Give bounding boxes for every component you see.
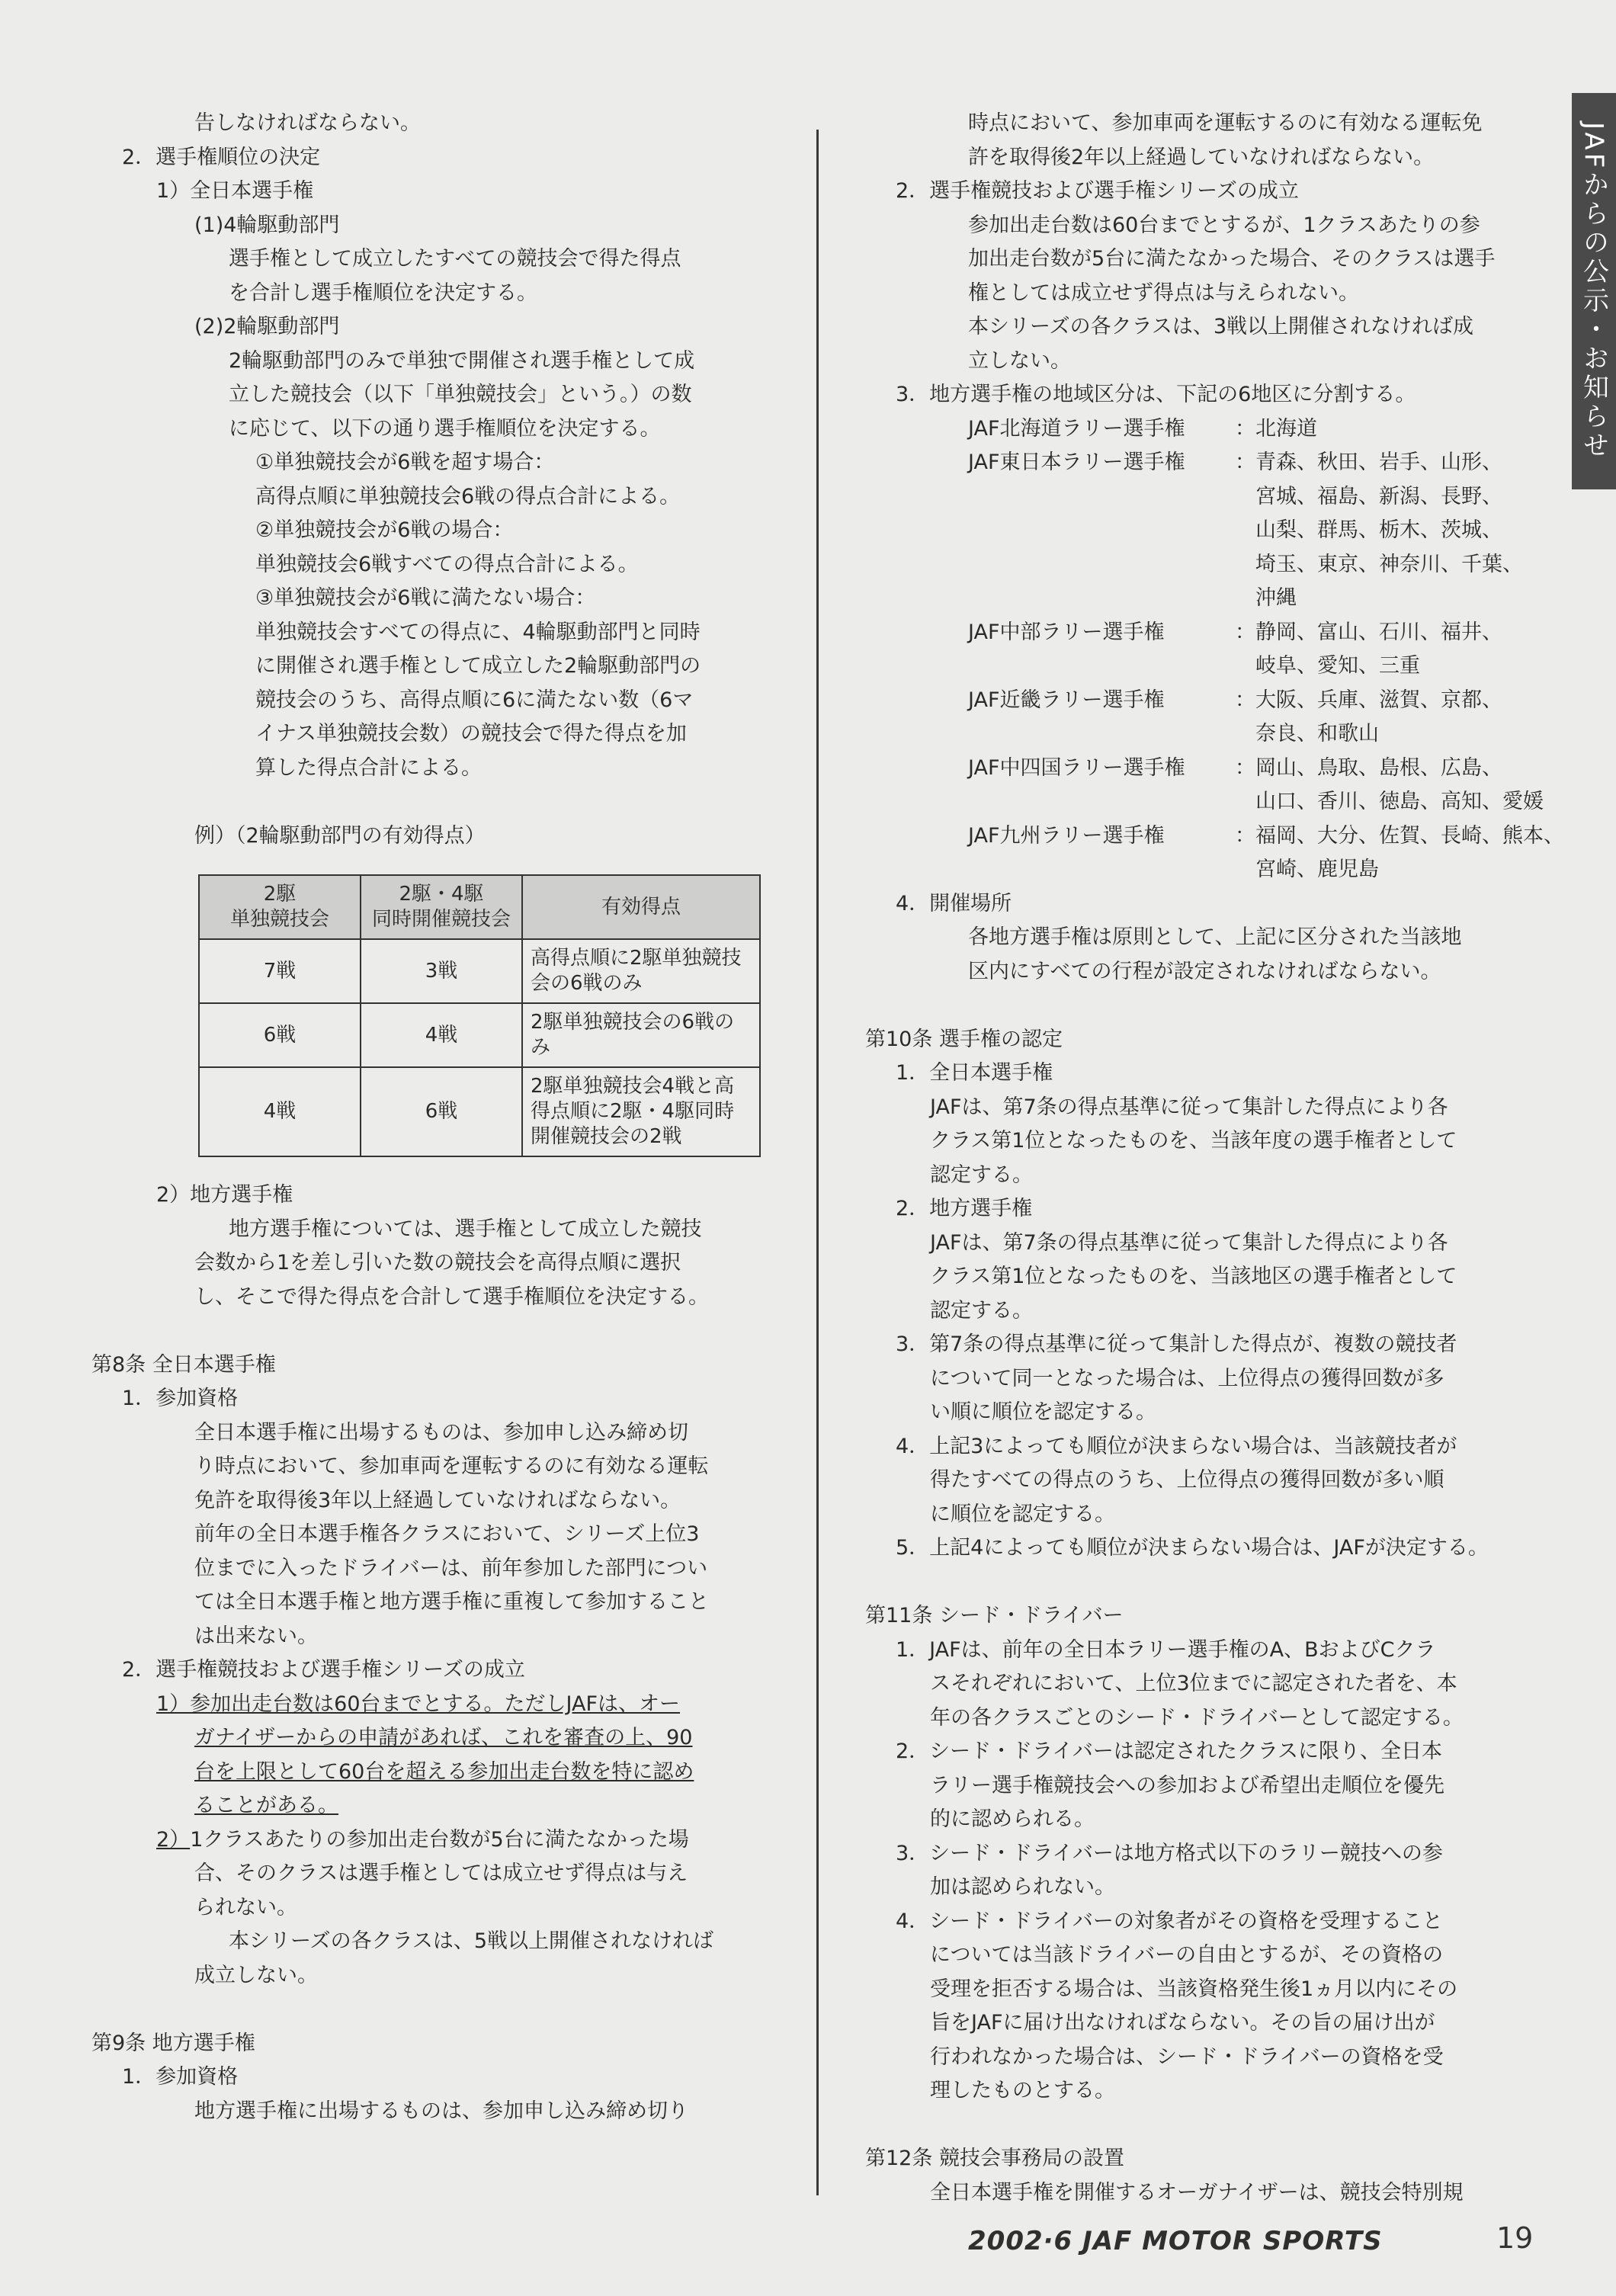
table-header: 有効得点 <box>522 875 760 939</box>
prefecture-line: 沖縄 <box>1235 586 1297 610</box>
text-line: 合、そのクラスは選手権としては成立せず得点は与え <box>194 1861 688 1885</box>
text-line: 位までに入ったドライバーは、前年参加した部門につい <box>194 1556 708 1580</box>
region-name: JAF中四国ラリー選手権 <box>968 755 1185 780</box>
region-prefectures <box>1235 752 1544 819</box>
text-line: 得たすべての得点のうち、上位得点の獲得回数が多い順 <box>930 1468 1444 1492</box>
heading-item: 1．参加資格 <box>122 2065 239 2089</box>
text-line: JAFは、第7条の得点基準に従って集計した得点により各 <box>930 1095 1448 1119</box>
text-line: 許を取得後2年以上経過していなければならない。 <box>968 145 1435 169</box>
text-line: 3．第7条の得点基準に従って集計した得点が、複数の競技者 <box>896 1332 1457 1356</box>
article-heading: 第11条 シード・ドライバー <box>865 1604 1124 1627</box>
text-line: 的に認められる。 <box>930 1807 1095 1831</box>
prefecture-line: 奈良、和歌山 <box>1235 722 1379 746</box>
text-line: 競技会のうち、高得点順に6に満たない数（6マ <box>255 688 694 712</box>
text-line: 権としては成立せず得点は与えられない。 <box>968 281 1359 305</box>
region-prefectures <box>1235 819 1564 887</box>
text-line: 全日本選手権に出場するものは、参加申し込み締め切 <box>194 1420 688 1445</box>
example-caption: 例）（2輪駆動部門の有効得点） <box>194 823 486 848</box>
region-prefectures <box>1235 412 1544 447</box>
table-row <box>199 939 760 1003</box>
table-cell: 6戦 <box>361 1067 522 1156</box>
text-line: 認定する。 <box>930 1162 1033 1187</box>
article-heading: 第12条 競技会事務局の設置 <box>865 2147 1124 2170</box>
text-line: 認定する。 <box>930 1298 1033 1323</box>
section-tab: JAFからの公示・お知らせ <box>1572 93 1616 489</box>
text-line: クラス第1位となったものを、当該地区の選手権者として <box>930 1265 1457 1288</box>
subheading: (2)2輪駆動部門 <box>194 315 340 338</box>
table-cell: 2駆単独競技会の6戦のみ <box>522 1003 760 1067</box>
heading-item: 4．開催場所 <box>896 891 1012 916</box>
text-line: 時点において、参加車両を運転するのに有効なる運転免 <box>968 111 1483 135</box>
prefecture-line: 山梨、群馬、栃木、茨城、 <box>1235 518 1502 542</box>
text-line: 全日本選手権を開催するオーガナイザーは、競技会特別規 <box>930 2180 1464 2205</box>
text-line: 本シリーズの各クラスは、5戦以上開催されなければ <box>229 1929 714 1953</box>
text-line: り時点において、参加車両を運転するのに有効なる運転 <box>194 1454 709 1478</box>
text-line: は出来ない。 <box>194 1624 318 1648</box>
text-line: 加は認められない。 <box>930 1875 1115 1899</box>
text-line: 理したものとする。 <box>930 2079 1115 2102</box>
text-line: 年の各クラスごとのシード・ドライバーとして認定する。 <box>930 1705 1464 1730</box>
text-line: 地方選手権については、選手権として成立した競技 <box>229 1217 702 1241</box>
region-row <box>968 684 1544 752</box>
text-line: JAFは、第7条の得点基準に従って集計した得点により各 <box>930 1230 1448 1255</box>
region-row <box>968 616 1544 684</box>
text-line: 行われなかった場合は、シード・ドライバーの資格を受 <box>930 2044 1444 2069</box>
text-line: 5．上記4によっても順位が決まらない場合は、JAFが決定する。 <box>896 1536 1489 1560</box>
prefecture-line: 宮城、福島、新潟、長野、 <box>1235 484 1502 508</box>
heading-item: 2．選手権競技および選手権シリーズの成立 <box>122 1658 525 1682</box>
text-line: クラス第1位となったものを、当該年度の選手権者として <box>930 1129 1457 1153</box>
table-cell: 7戦 <box>199 939 361 1003</box>
text-line: スそれぞれにおいて、上位3位までに認定された者を、本 <box>930 1672 1457 1695</box>
amended-text: ることがある。 <box>194 1794 338 1817</box>
subheading: 1）全日本選手権 <box>156 179 314 203</box>
text-line: られない。 <box>194 1895 297 1919</box>
text-line: ラリー選手権競技会への参加および希望出走順位を優先 <box>930 1773 1444 1797</box>
text-line: 単独競技会6戦すべての得点合計による。 <box>255 552 639 576</box>
article-heading: 第8条 全日本選手権 <box>91 1352 276 1377</box>
table-header: 2駆 単独競技会 <box>199 875 361 939</box>
table-row <box>199 1067 760 1156</box>
left-column <box>91 107 778 2128</box>
text-line: 成立しない。 <box>194 1963 318 1987</box>
heading-item: 2．選手権順位の決定 <box>122 145 321 169</box>
text-line: ては全日本選手権と地方選手権に重複して参加すること <box>194 1590 709 1614</box>
prefecture-line: 岐阜、愛知、三重 <box>1235 654 1420 678</box>
text-line: 本シリーズの各クラスは、3戦以上開催されなければ成 <box>968 315 1474 338</box>
text-line: 選手権として成立したすべての競技会で得た得点 <box>229 247 681 271</box>
table-header: 2駆・4駆 同時開催競技会 <box>361 875 522 939</box>
region-name: JAF九州ラリー選手権 <box>968 823 1165 848</box>
text-line: 旨をJAFに届け出なければならない。その旨の届け出が <box>930 2011 1435 2035</box>
subheading: (1)4輪駆動部門 <box>194 213 340 237</box>
region-row <box>968 819 1564 887</box>
table-cell: 高得点順に2駆単独競技会の6戦のみ <box>522 939 760 1003</box>
subheading: 2）地方選手権 <box>156 1183 293 1207</box>
table-cell: 4戦 <box>361 1003 522 1067</box>
region-row <box>968 446 1544 616</box>
table-cell: 2駆単独競技会4戦と高得点順に2駆・4駆同時開催競技会の2戦 <box>522 1067 760 1156</box>
magazine-footer: 2002·6 JAF MOTOR SPORTS <box>968 2226 1383 2256</box>
prefecture-line: 宮崎、鹿児島 <box>1235 858 1379 881</box>
heading-item: 1．参加資格 <box>122 1387 239 1410</box>
heading-item: 2．地方選手権 <box>896 1197 1033 1220</box>
text-line: を合計し選手権順位を決定する。 <box>229 281 537 305</box>
text-line: 前年の全日本選手権各クラスにおいて、シリーズ上位3 <box>194 1522 700 1546</box>
region-prefectures <box>1235 684 1544 752</box>
region-row <box>968 412 1544 447</box>
text-line: 2．シード・ドライバーは認定されたクラスに限り、全日本 <box>896 1740 1443 1763</box>
text-line: 区内にすべての行程が設定されなければならない。 <box>968 959 1441 983</box>
text-line: 算した得点合計による。 <box>255 755 482 780</box>
text-line: 会数から1を差し引いた数の競技会を高得点順に選択 <box>194 1251 681 1275</box>
text-line: 受理を拒否する場合は、当該資格発生後1ヵ月以内にその <box>930 1977 1458 2001</box>
table-cell: 4戦 <box>199 1067 361 1156</box>
prefecture-line: ：静岡、富山、石川、福井、 <box>1235 620 1502 644</box>
amended-marker: 2） <box>156 1827 191 1852</box>
region-name: JAF近畿ラリー選手権 <box>968 688 1165 712</box>
prefecture-line: 埼玉、東京、神奈川、千葉、 <box>1235 552 1523 576</box>
region-name: JAF東日本ラリー選手権 <box>968 451 1185 474</box>
column-divider <box>816 130 819 2195</box>
text-line: ①単独競技会が6戦を超す場合： <box>255 451 555 474</box>
article-heading: 第10条 選手権の認定 <box>865 1027 1063 1051</box>
prefecture-line: ：大阪、兵庫、滋賀、京都、 <box>1235 688 1502 712</box>
text-span: 1クラスあたりの参加出走台数が5台に満たなかった場 <box>190 1827 689 1852</box>
text-line: ③単独競技会が6戦に満たない場合： <box>255 586 596 610</box>
prefecture-line: ：福岡、大分、佐賀、長崎、熊本、 <box>1235 823 1564 848</box>
table-cell: 3戦 <box>361 939 522 1003</box>
prefecture-line: ：青森、秋田、岩手、山形、 <box>1235 451 1502 474</box>
article-heading: 第9条 地方選手権 <box>91 2031 255 2055</box>
amended-text: 1）参加出走台数は60台までとする。ただしJAFは、オー <box>156 1692 681 1716</box>
text-line: に開催され選手権として成立した2輪駆動部門の <box>255 654 701 678</box>
text-line: 加出走台数が5台に満たなかった場合、そのクラスは選手 <box>968 247 1496 271</box>
heading-item: 2．選手権競技および選手権シリーズの成立 <box>896 179 1299 203</box>
prefecture-line: ：北海道 <box>1235 416 1317 441</box>
amended-text: 台を上限として60台を超える参加出走台数を特に認め <box>194 1759 694 1784</box>
amended-text: ガナイザーからの申請があれば、これを審査の上、90 <box>194 1726 693 1749</box>
text-line: 高得点順に単独競技会6戦の得点合計による。 <box>255 484 681 508</box>
text-line: に応じて、以下の通り選手権順位を決定する。 <box>229 416 661 441</box>
text-line: し、そこで得た得点を合計して選手権順位を決定する。 <box>194 1284 709 1309</box>
text-line: 立しない。 <box>968 348 1071 373</box>
text-line <box>91 1823 778 1858</box>
text-line: 単独競技会すべての得点に、4輪駆動部門と同時 <box>255 620 701 644</box>
prefecture-line: ：岡山、鳥取、島根、広島、 <box>1235 755 1502 780</box>
text-line: 3．シード・ドライバーは地方格式以下のラリー競技への参 <box>896 1841 1443 1865</box>
region-prefectures <box>1235 616 1544 684</box>
text-line: については当該ドライバーの自由とするが、その資格の <box>930 1943 1444 1967</box>
table-row <box>199 1003 760 1067</box>
text-line: 1．JAFは、前年の全日本ラリー選手権のA、BおよびCクラ <box>896 1637 1436 1662</box>
text-line: イナス単独競技会数）の競技会で得た得点を加 <box>255 722 687 746</box>
table-header-row <box>199 875 760 939</box>
text-line: 告しなければならない。 <box>194 111 421 135</box>
text-line: 4．シード・ドライバーの対象者がその資格を受理すること <box>896 1909 1443 1933</box>
text-line: い順に順位を認定する。 <box>930 1400 1156 1424</box>
region-prefectures <box>1235 446 1544 616</box>
text-line: 4．上記3によっても順位が決まらない場合は、当該競技者が <box>896 1434 1457 1458</box>
heading-item: 1．全日本選手権 <box>896 1061 1053 1085</box>
text-line: について同一となった場合は、上位得点の獲得回数が多 <box>930 1366 1444 1390</box>
prefecture-line: 山口、香川、徳島、高知、愛媛 <box>1235 790 1544 813</box>
text-line: 2輪駆動部門のみで単独で開催され選手権として成 <box>229 348 695 373</box>
text-line: 地方選手権に出場するものは、参加申し込み締め切り <box>194 2099 688 2123</box>
heading-item: 3．地方選手権の地域区分は、下記の6地区に分割する。 <box>896 383 1416 406</box>
text-line: 免許を取得後3年以上経過していなければならない。 <box>194 1488 681 1512</box>
text-line: 立した競技会（以下「単独競技会」という。）の数 <box>229 383 692 406</box>
text-line: 参加出走台数は60台までとするが、1クラスあたりの参 <box>968 213 1480 237</box>
page-number: 19 <box>1496 2221 1534 2255</box>
text-line: に順位を認定する。 <box>930 1502 1115 1526</box>
region-name: JAF中部ラリー選手権 <box>968 620 1165 644</box>
example-table <box>198 874 761 1157</box>
region-row <box>968 752 1544 819</box>
text-line: ②単独競技会が6戦の場合： <box>255 518 514 542</box>
region-list <box>865 412 1564 887</box>
right-column <box>865 107 1564 2210</box>
text-line: 各地方選手権は原則として、上記に区分された当該地 <box>968 925 1462 949</box>
region-name: JAF北海道ラリー選手権 <box>968 416 1185 441</box>
table-cell: 6戦 <box>199 1003 361 1067</box>
